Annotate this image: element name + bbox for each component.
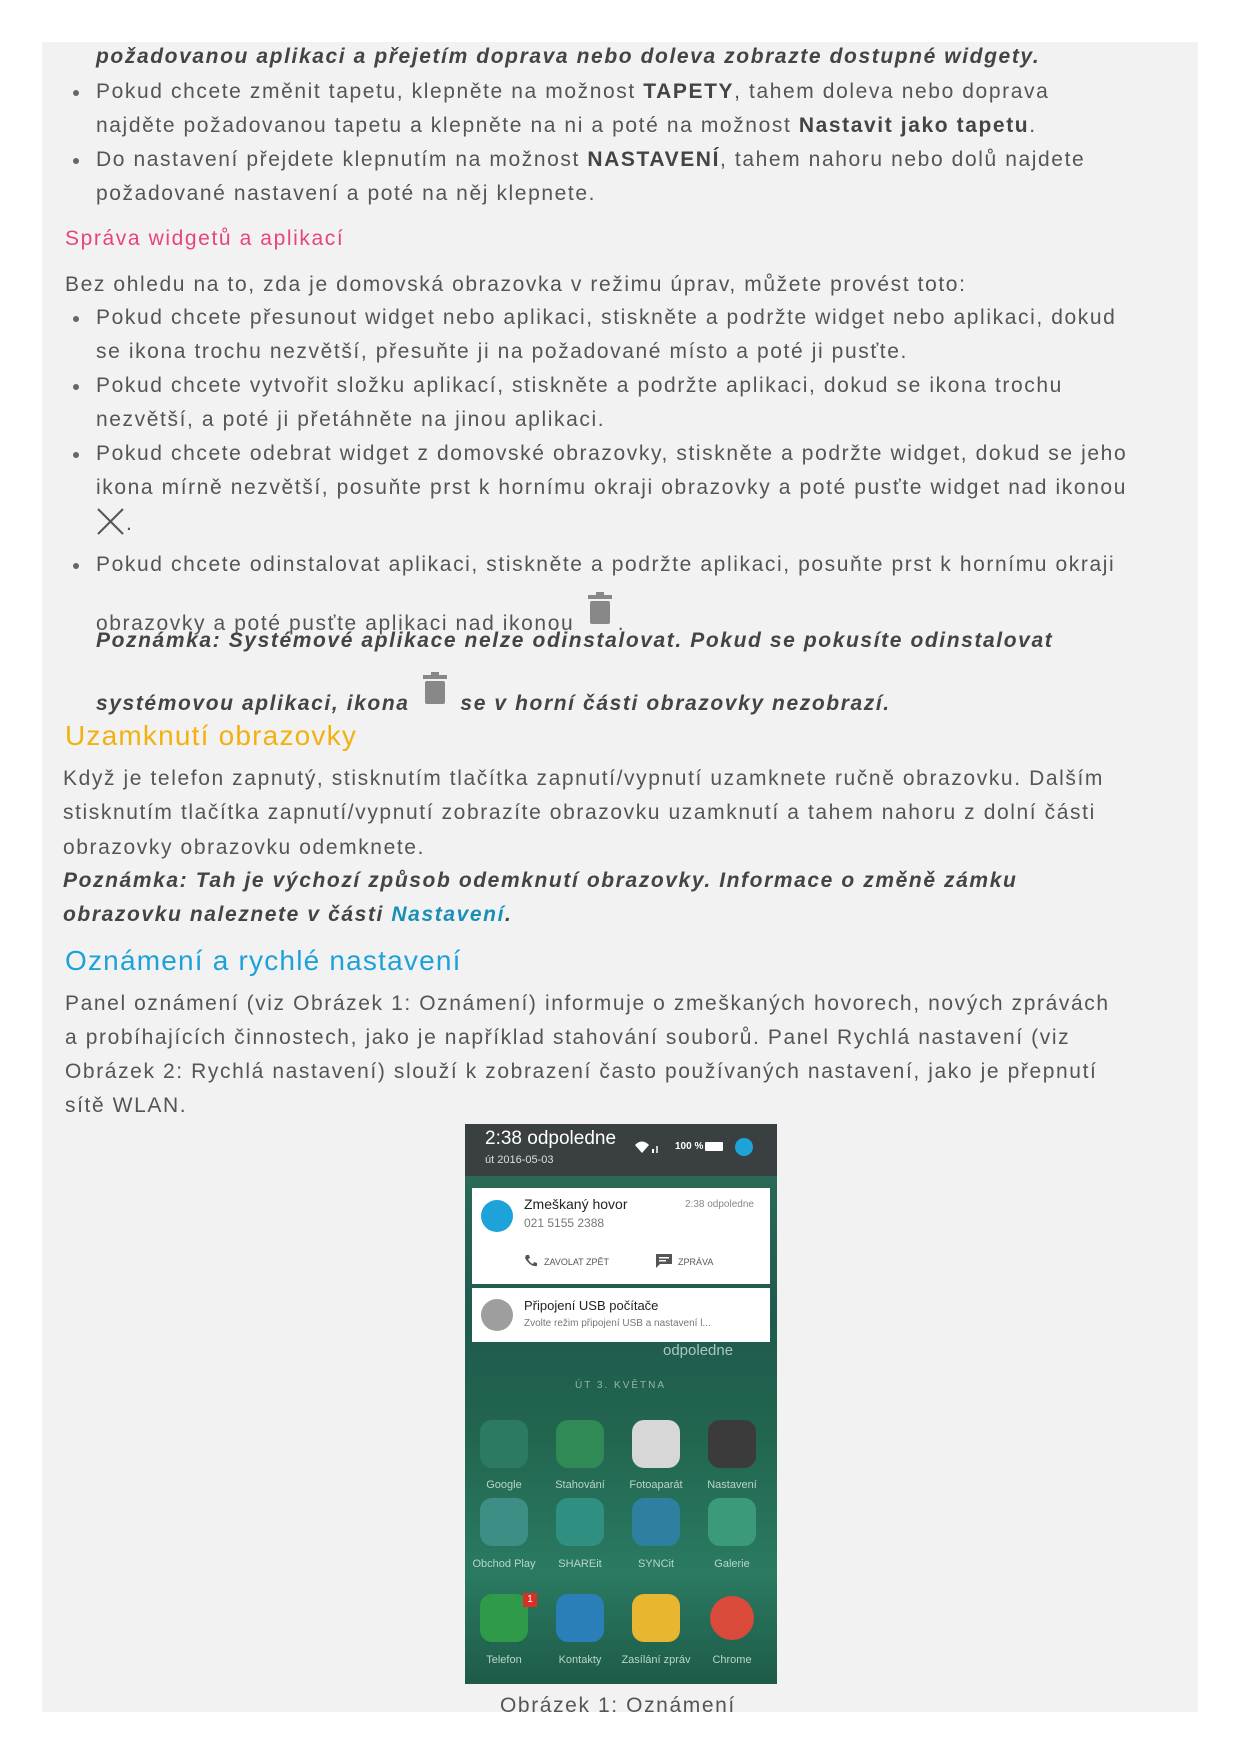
missed-call-icon — [481, 1200, 513, 1232]
lock-paragraph-line-2: stisknutím tlačítka zapnutí/vypnutí zobrazíte obrazovku uzamknutí a tahem nahoru z dolní části — [63, 801, 1096, 824]
notify-paragraph-line-1: Panel oznámení (viz Obrázek 1: Oznámení) informuje o zmeškaných hovorech, nových zprávách — [65, 992, 1110, 1015]
app-label: Zasílání zpráv — [621, 1654, 691, 1666]
missed-call-time: 2:38 odpoledne — [685, 1199, 754, 1210]
message-icon — [656, 1254, 672, 1268]
lock-paragraph-line-3: obrazovky obrazovku odemknete. — [63, 836, 426, 859]
message-button[interactable]: ZPRÁVA — [656, 1254, 713, 1268]
widgets-note-line-1: Poznámka: Systémové aplikace nelze odinstalovat. Pokud se pokusíte odinstalovat — [96, 629, 1054, 652]
battery-icon — [705, 1142, 723, 1151]
bullet — [73, 384, 79, 390]
notification-shade-header — [465, 1124, 777, 1176]
widgets-bullet-3-line-3: . — [96, 508, 133, 537]
trash-icon — [588, 592, 612, 624]
notify-paragraph-line-3: Obrázek 2: Rychlá nastavení) slouží k zobrazení často používaných nastavení, jako je přepnutí — [65, 1060, 1098, 1083]
lock-note-line-1: Poznámka: Tah je výchozí způsob odemknutí obrazovky. Informace o změně zámku — [63, 869, 1018, 892]
lock-paragraph-line-1: Když je telefon zapnutý, stisknutím tlačítka zapnutí/vypnutí uzamknete ručně obrazovku. Dalším — [63, 767, 1105, 790]
section-heading-lock: Uzamknutí obrazovky — [65, 720, 358, 751]
bullet — [73, 90, 79, 96]
section-heading-widgets: Správa widgetů a aplikací — [65, 227, 345, 250]
trash-icon — [423, 672, 447, 704]
app-shareit-icon[interactable] — [556, 1498, 604, 1546]
usb-subtitle: Zvolte režim připojení USB a nastavení l... — [524, 1318, 711, 1329]
app-label: SHAREit — [558, 1558, 602, 1570]
widgets-note-line-2: systémovou aplikaci, ikona se v horní části obrazovky nezobrazí. — [96, 672, 891, 717]
lock-note-line-2: obrazovku naleznete v části Nastavení. — [63, 903, 513, 926]
bullet — [73, 563, 79, 569]
intro-bullet-2-line-2: požadované nastavení a poté na něj klepnete. — [96, 182, 597, 205]
battery-percent: 100 % — [675, 1141, 704, 1152]
app-phone-icon[interactable] — [480, 1594, 528, 1642]
missed-call-number: 021 5155 2388 — [524, 1216, 605, 1230]
app-label: Obchod Play — [472, 1558, 536, 1570]
widgets-bullet-3-line-2: ikona mírně nezvětší, posuňte prst k hornímu okraji obrazovky a poté pusťte widget nad ikonou — [96, 476, 1127, 499]
bullet — [73, 316, 79, 322]
missed-call-notification[interactable] — [472, 1188, 770, 1284]
app-download-icon[interactable] — [556, 1420, 604, 1468]
phone-screenshot — [465, 1124, 777, 1684]
phone-badge: 1 — [523, 1593, 537, 1607]
intro-bullet-2: Do nastavení přejdete klepnutím na možnost NASTAVENÍ, tahem nahoru nebo dolů najdete — [96, 148, 1086, 171]
widgets-bullet-4-line-2: obrazovky a poté pusťte aplikaci nad ikonou . — [96, 592, 625, 637]
usb-notification[interactable] — [472, 1288, 770, 1342]
app-chrome-icon[interactable] — [710, 1596, 754, 1640]
phone-icon — [524, 1254, 538, 1268]
bullet — [73, 452, 79, 458]
shade-time: 2:38 odpoledne — [485, 1128, 617, 1149]
app-label: Fotoaparát — [629, 1479, 683, 1491]
app-label: Nastavení — [707, 1479, 757, 1491]
usb-icon — [481, 1299, 513, 1331]
missed-call-title: Zmeškaný hovor — [524, 1196, 628, 1212]
app-play-store-icon[interactable] — [480, 1498, 528, 1546]
figure-caption: Obrázek 1: Oznámení — [500, 1694, 736, 1717]
widgets-bullet-1-line-2: se ikona trochu nezvětší, přesuňte ji na požadované místo a poté ji pusťte. — [96, 340, 908, 363]
app-label: Galerie — [714, 1558, 750, 1570]
section-heading-notifications: Oznámení a rychlé nastavení — [65, 945, 462, 976]
close-icon — [96, 508, 126, 536]
call-back-button[interactable]: ZAVOLAT ZPĚT — [524, 1254, 609, 1268]
notify-paragraph-line-2: a probíhajících činnostech, jako je například stahování souborů. Panel Rychlá nastavení (viz — [65, 1026, 1071, 1049]
widgets-bullet-1: Pokud chcete přesunout widget nebo aplikaci, stiskněte a podržte widget nebo aplikaci, dokud — [96, 306, 1117, 329]
widgets-bullet-3: Pokud chcete odebrat widget z domovské obrazovky, stiskněte a podržte widget, dokud se jeho — [96, 442, 1128, 465]
app-settings-icon[interactable] — [708, 1420, 756, 1468]
widgets-lead: Bez ohledu na to, zda je domovská obrazovka v režimu úprav, můžete provést toto: — [65, 273, 967, 296]
app-label: Google — [486, 1479, 522, 1491]
intro-line-0: požadovanou aplikaci a přejetím doprava nebo doleva zobrazte dostupné widgety. — [96, 45, 1041, 68]
user-avatar-icon[interactable] — [735, 1138, 753, 1156]
shade-date: út 2016-05-03 — [485, 1154, 554, 1166]
clock-suffix: odpoledne — [663, 1342, 734, 1359]
app-contacts-icon[interactable] — [556, 1594, 604, 1642]
app-syncit-icon[interactable] — [632, 1498, 680, 1546]
intro-bullet-1-line-2: najděte požadovanou tapetu a klepněte na ni a poté na možnost Nastavit jako tapetu. — [96, 114, 1037, 137]
widgets-bullet-2: Pokud chcete vytvořit složku aplikací, stiskněte a podržte aplikaci, dokud se ikona trochu — [96, 374, 1063, 397]
app-camera-icon[interactable] — [632, 1420, 680, 1468]
app-gallery-icon[interactable] — [708, 1498, 756, 1546]
app-label: Chrome — [712, 1654, 752, 1666]
wifi-signal-icon — [635, 1140, 661, 1156]
widgets-bullet-4: Pokud chcete odinstalovat aplikaci, stiskněte a podržte aplikaci, posuňte prst k hornímu okraji — [96, 553, 1116, 576]
settings-link[interactable]: Nastavení — [391, 903, 506, 926]
intro-bullet-1: Pokud chcete změnit tapetu, klepněte na možnost TAPETY, tahem doleva nebo doprava — [96, 80, 1050, 103]
bullet — [73, 158, 79, 164]
widgets-bullet-2-line-2: nezvětší, a poté ji přetáhněte na jinou aplikaci. — [96, 408, 606, 431]
usb-title: Připojení USB počítače — [524, 1298, 659, 1313]
clock-date: ÚT 3. KVĚTNA — [575, 1380, 667, 1391]
app-google-icon[interactable] — [480, 1420, 528, 1468]
app-label: SYNCit — [637, 1558, 675, 1570]
app-label: Telefon — [486, 1654, 522, 1666]
notify-paragraph-line-4: sítě WLAN. — [65, 1094, 188, 1117]
app-label: Stahování — [555, 1479, 605, 1491]
app-messaging-icon[interactable] — [632, 1594, 680, 1642]
app-label: Kontakty — [558, 1654, 602, 1666]
